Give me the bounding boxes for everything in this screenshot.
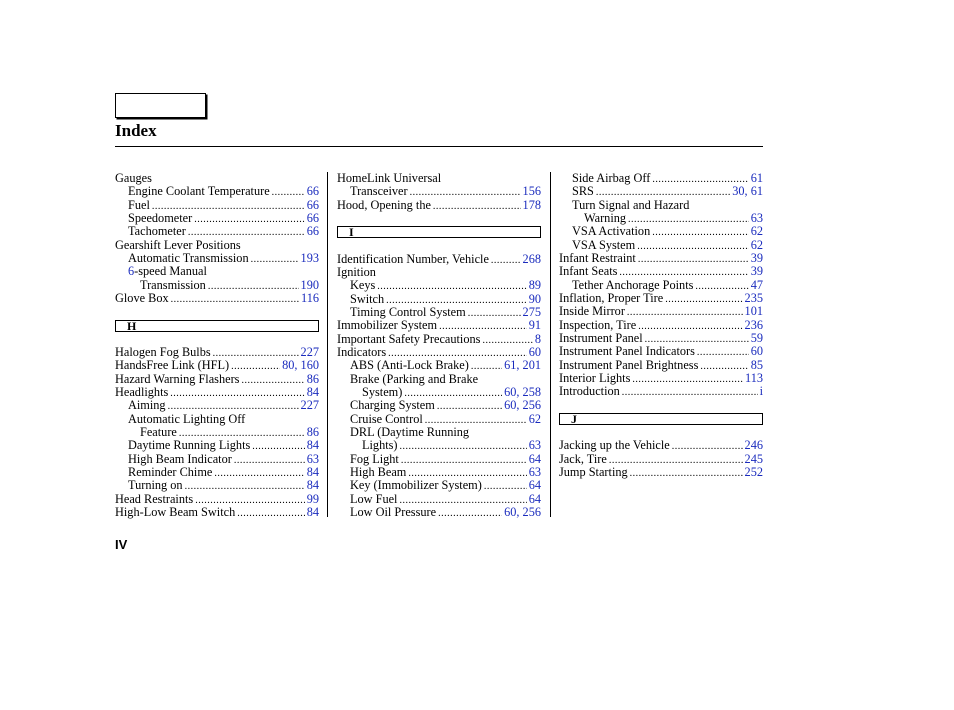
title-rule <box>115 146 763 147</box>
index-entry <box>115 292 319 305</box>
dot-leader <box>400 440 527 453</box>
page-reference[interactable]: 268 <box>522 251 541 266</box>
entry-label: Timing Control System <box>350 304 466 319</box>
entry-label: SRS <box>572 184 594 199</box>
index-entry <box>337 493 541 506</box>
index-entry <box>337 413 541 426</box>
dot-leader <box>438 507 502 520</box>
entry-label: Automatic Transmission <box>128 250 249 265</box>
index-entry <box>115 413 319 426</box>
index-entry <box>559 385 763 398</box>
index-column-1 <box>115 172 319 519</box>
page-reference[interactable]: 62 <box>528 411 541 426</box>
entry-label: Indicators <box>337 344 387 359</box>
index-entry <box>559 345 763 358</box>
index-entry <box>559 265 763 278</box>
entry-label <box>128 265 207 278</box>
index-entry <box>337 373 541 386</box>
page-reference[interactable]: 89 <box>528 278 541 293</box>
index-entry <box>337 253 541 266</box>
page-reference[interactable]: 90 <box>528 291 541 306</box>
entry-label: Infant Restraint <box>559 250 636 265</box>
entry-label: Tether Anchorage Points <box>572 277 694 292</box>
dot-leader <box>482 334 532 347</box>
index-entry <box>115 225 319 238</box>
index-entry <box>115 426 319 439</box>
index-entry <box>337 333 541 346</box>
dot-leader <box>433 200 521 213</box>
index-entry <box>559 319 763 332</box>
spacer <box>337 239 541 252</box>
index-entry <box>115 212 319 225</box>
section-header: H <box>115 320 319 332</box>
page-reference[interactable]: 275 <box>522 304 541 319</box>
page-reference[interactable]: 62 <box>750 224 763 239</box>
page-reference[interactable]: 63 <box>306 451 319 466</box>
index-entry <box>115 493 319 506</box>
page-reference[interactable]: 245 <box>744 451 763 466</box>
index-entry <box>337 306 541 319</box>
page-reference[interactable]: 59 <box>750 330 763 345</box>
index-entry <box>115 252 319 265</box>
index-entry <box>115 239 319 252</box>
page-number: IV <box>115 537 128 552</box>
dot-leader <box>695 280 748 293</box>
page-reference[interactable]: 227 <box>300 344 319 359</box>
index-entry <box>337 346 541 359</box>
spacer <box>115 333 319 346</box>
page-reference[interactable]: 99 <box>306 491 319 506</box>
page-reference[interactable]: 30, 61 <box>732 184 763 199</box>
entry-label: System) <box>362 384 403 399</box>
page-reference[interactable]: 227 <box>300 398 319 413</box>
index-entry <box>337 466 541 479</box>
entry-label: Feature <box>140 424 177 439</box>
page-reference[interactable]: 86 <box>306 424 319 439</box>
page-reference[interactable]: 8 <box>534 331 541 346</box>
entry-label: Halogen Fog Bulbs <box>115 344 211 359</box>
index-entry <box>115 185 319 198</box>
index-entry <box>559 305 763 318</box>
index-entry <box>337 319 541 332</box>
dot-leader <box>252 440 304 453</box>
page-reference[interactable]: 190 <box>300 277 319 292</box>
spacer <box>115 305 319 318</box>
index-entry <box>337 199 541 212</box>
column-divider-1 <box>327 172 328 517</box>
dot-leader <box>170 387 304 400</box>
page-reference[interactable]: 61, 201 <box>504 358 541 373</box>
entry-label: Charging System <box>350 398 435 413</box>
entry-label: Transmission <box>140 277 206 292</box>
dot-leader <box>251 253 299 266</box>
index-entry <box>337 506 541 519</box>
entry-label: Glove Box <box>115 290 169 305</box>
entry-label: HomeLink Universal <box>337 171 442 185</box>
entry-label: Instrument Panel Indicators <box>559 344 695 359</box>
page-reference[interactable]: 235 <box>744 290 763 305</box>
index-entry <box>115 386 319 399</box>
entry-label: Turn Signal and Hazard <box>572 197 690 212</box>
dot-leader <box>241 374 304 387</box>
entry-label: Inflation, Proper Tire <box>559 290 664 305</box>
dot-leader <box>171 293 299 306</box>
page-reference[interactable]: 60, 256 <box>504 398 541 413</box>
index-entry <box>337 266 541 279</box>
index-column-3 <box>559 172 763 479</box>
entry-label: Jack, Tire <box>559 451 607 466</box>
page-title: Index <box>115 121 157 140</box>
index-entry <box>559 185 763 198</box>
page-reference[interactable]: 47 <box>750 277 763 292</box>
page-reference[interactable]: 60 <box>528 344 541 359</box>
page-reference[interactable]: 63 <box>528 438 541 453</box>
page-reference[interactable]: 156 <box>522 184 541 199</box>
entry-label: Lights) <box>362 438 398 453</box>
entry-label: Gauges <box>115 171 152 185</box>
dot-leader <box>214 467 304 480</box>
entry-label: Switch <box>350 291 385 306</box>
entry-label: High Beam Indicator <box>128 451 232 466</box>
entry-label: HandsFree Link (HFL) <box>115 358 230 373</box>
index-entry <box>337 279 541 292</box>
page-reference[interactable]: 91 <box>528 318 541 333</box>
index-entry <box>115 399 319 412</box>
dot-leader <box>234 454 305 467</box>
entry-label: Speedometer <box>128 210 193 225</box>
page-reference[interactable]: 63 <box>750 210 763 225</box>
page-reference[interactable]: i <box>759 384 763 399</box>
dot-leader <box>377 280 526 293</box>
nav-box[interactable] <box>115 93 206 118</box>
dot-leader <box>700 360 748 373</box>
index-entry <box>115 199 319 212</box>
index-entry <box>115 453 319 466</box>
page-reference[interactable]: 66 <box>306 210 319 225</box>
entry-label: Aiming <box>128 398 166 413</box>
index-entry <box>115 506 319 519</box>
entry-label: Inspection, Tire <box>559 317 637 332</box>
entry-label: ABS (Anti-Lock Brake) <box>350 358 469 373</box>
page-reference[interactable]: 85 <box>750 357 763 372</box>
index-entry <box>337 386 541 399</box>
column-divider-2 <box>550 172 551 517</box>
index-column-2 <box>337 172 541 519</box>
entry-label: Introduction <box>559 384 620 399</box>
index-entry <box>559 359 763 372</box>
page-reference[interactable]: 84 <box>306 504 319 519</box>
page-reference[interactable]: 64 <box>528 451 541 466</box>
index-entry <box>337 399 541 412</box>
index-entry <box>115 466 319 479</box>
index-entry <box>559 279 763 292</box>
page-reference[interactable]: 101 <box>744 304 763 319</box>
dot-leader <box>632 373 743 386</box>
index-entry <box>337 479 541 492</box>
page-reference[interactable]: 84 <box>306 478 319 493</box>
dot-leader <box>272 186 305 199</box>
index-entry <box>337 453 541 466</box>
dot-leader <box>665 293 742 306</box>
index-entry <box>559 199 763 212</box>
dot-leader <box>622 386 758 399</box>
index-entry <box>559 372 763 385</box>
entry-label: Inside Mirror <box>559 304 625 319</box>
entry-label: Tachometer <box>128 224 186 239</box>
page-reference[interactable]: 84 <box>306 438 319 453</box>
entry-label: Fuel <box>128 197 150 212</box>
entry-label: Low Oil Pressure <box>350 504 437 519</box>
index-entry <box>559 292 763 305</box>
entry-label: Warning <box>584 210 627 225</box>
page-reference[interactable]: 80, 160 <box>282 358 319 373</box>
dot-leader <box>672 440 743 453</box>
page-reference[interactable]: 60, 258 <box>504 384 541 399</box>
page-reference[interactable]: 62 <box>750 237 763 252</box>
page-reference[interactable]: 39 <box>750 250 763 265</box>
section-header: I <box>337 226 541 238</box>
page-reference[interactable]: 66 <box>306 224 319 239</box>
index-entry <box>337 426 541 439</box>
dot-leader <box>185 480 305 493</box>
entry-label: Identification Number, Vehicle <box>337 251 489 266</box>
dot-leader <box>491 254 521 267</box>
index-entry <box>115 373 319 386</box>
page-reference[interactable]: 66 <box>306 184 319 199</box>
dot-leader <box>630 467 743 480</box>
page-reference[interactable]: 116 <box>301 290 319 305</box>
entry-label: Turning on <box>128 478 183 493</box>
page-reference[interactable]: 60 <box>750 344 763 359</box>
index-entry <box>559 332 763 345</box>
index-entry <box>559 239 763 252</box>
entry-label: Important Safety Precautions <box>337 331 481 346</box>
page-reference[interactable]: 86 <box>306 371 319 386</box>
entry-label: Hazard Warning Flashers <box>115 371 240 386</box>
entry-label: Reminder Chime <box>128 464 213 479</box>
entry-label: Jacking up the Vehicle <box>559 438 670 453</box>
page-reference[interactable]: 64 <box>528 491 541 506</box>
page-reference[interactable]: 84 <box>306 384 319 399</box>
dot-leader <box>194 213 305 226</box>
entry-label: Interior Lights <box>559 370 631 385</box>
dot-leader <box>484 480 527 493</box>
dot-leader <box>609 454 743 467</box>
entry-label: Keys <box>350 278 376 293</box>
index-entry <box>559 252 763 265</box>
entry-label-link[interactable]: 6 <box>128 264 135 279</box>
page-reference[interactable]: 113 <box>745 370 763 385</box>
index-entry <box>337 439 541 452</box>
index-entry <box>115 279 319 292</box>
entry-label: Transceiver <box>350 184 408 199</box>
dot-leader <box>637 240 748 253</box>
entry-label: Hood, Opening the <box>337 197 431 212</box>
page-reference[interactable]: 64 <box>528 478 541 493</box>
index-entry <box>337 172 541 185</box>
index-entry <box>559 466 763 479</box>
dot-leader <box>237 507 304 520</box>
dot-leader <box>208 280 299 293</box>
dot-leader <box>468 307 521 320</box>
entry-label: Gearshift Lever Positions <box>115 237 241 252</box>
index-entry <box>337 293 541 306</box>
entry-label: Key (Immobilizer System) <box>350 478 482 493</box>
entry-label: Side Airbag Off <box>572 171 651 185</box>
entry-label: Immobilizer System <box>337 318 438 333</box>
index-entry <box>115 479 319 492</box>
entry-label: Jump Starting <box>559 464 628 479</box>
dot-leader <box>638 320 742 333</box>
section-header: J <box>559 413 763 425</box>
spacer <box>559 426 763 439</box>
dot-leader <box>697 346 749 359</box>
page-reference[interactable]: 39 <box>750 264 763 279</box>
index-entry <box>115 265 319 278</box>
entry-label: Low Fuel <box>350 491 398 506</box>
page-reference[interactable]: 252 <box>744 464 763 479</box>
entry-label: VSA System <box>572 237 636 252</box>
index-entry <box>115 346 319 359</box>
dot-leader <box>437 400 502 413</box>
entry-label: Cruise Control <box>350 411 423 426</box>
entry-label: Automatic Lighting Off <box>128 411 246 426</box>
entry-label: High-Low Beam Switch <box>115 504 236 519</box>
page-reference[interactable]: 84 <box>306 464 319 479</box>
entry-label: Engine Coolant Temperature <box>128 184 270 199</box>
entry-label: Daytime Running Lights <box>128 438 251 453</box>
page-reference[interactable]: 63 <box>528 464 541 479</box>
page-reference[interactable]: 178 <box>522 197 541 212</box>
index-entry <box>559 453 763 466</box>
dot-leader <box>401 454 527 467</box>
entry-label: Headlights <box>115 384 169 399</box>
page-reference[interactable]: 61 <box>750 171 763 185</box>
dot-leader <box>638 253 749 266</box>
entry-label: Instrument Panel <box>559 330 643 345</box>
page-reference[interactable]: 193 <box>300 250 319 265</box>
dot-leader <box>627 306 743 319</box>
entry-label: Instrument Panel Brightness <box>559 357 699 372</box>
entry-label: VSA Activation <box>572 224 651 239</box>
index-entry <box>115 359 319 372</box>
index-entry <box>559 172 763 185</box>
page-reference[interactable]: 236 <box>744 317 763 332</box>
index-entry <box>337 359 541 372</box>
entry-label: Infant Seats <box>559 264 618 279</box>
entry-label: High Beam <box>350 464 407 479</box>
index-entry <box>559 439 763 452</box>
entry-label: Fog Light <box>350 451 399 466</box>
index-entry <box>559 225 763 238</box>
entry-label: Brake (Parking and Brake <box>350 371 479 386</box>
spacer <box>337 212 541 225</box>
entry-label-rest: -speed Manual <box>134 264 207 279</box>
index-entry <box>115 439 319 452</box>
entry-label: Head Restraints <box>115 491 194 506</box>
entry-label: Ignition <box>337 264 376 279</box>
page-reference[interactable]: 246 <box>744 438 763 453</box>
index-entry <box>115 172 319 185</box>
page-reference[interactable]: 66 <box>306 197 319 212</box>
entry-label: DRL (Daytime Running <box>350 424 470 439</box>
index-entry <box>337 185 541 198</box>
index-entry <box>559 212 763 225</box>
spacer <box>559 399 763 412</box>
page-reference[interactable]: 60, 256 <box>504 504 541 519</box>
dot-leader <box>652 226 748 239</box>
